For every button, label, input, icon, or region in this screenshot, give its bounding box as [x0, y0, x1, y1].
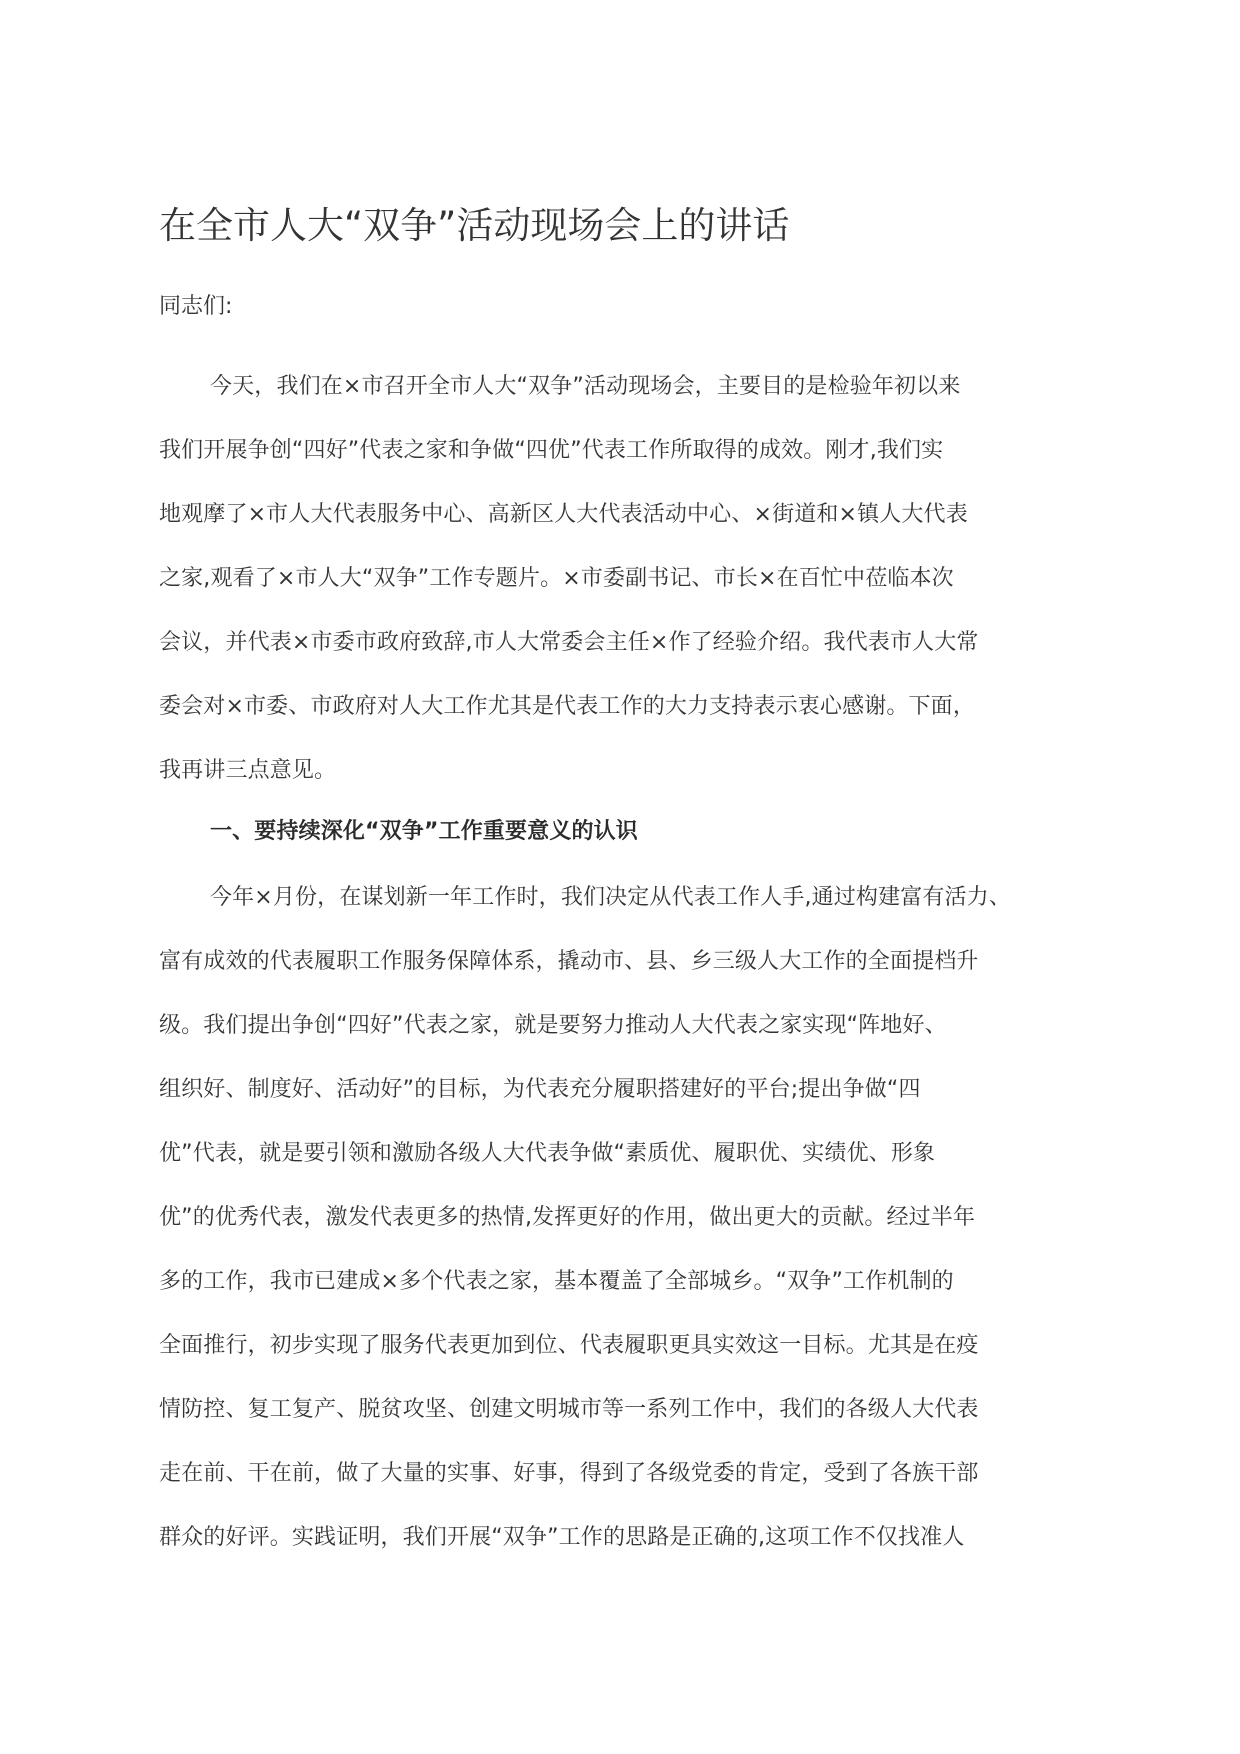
paragraph-line: 走在前、干在前，做了大量的实事、好事，得到了各级党委的肯定，受到了各族干部 [159, 1461, 979, 1486]
greeting: 同志们: [159, 294, 233, 319]
paragraph-line: 多的工作，我市已建成×多个代表之家，基本覆盖了全部城乡。“双争”工作机制的 [159, 1269, 954, 1294]
paragraph-line: 委会对×市委、市政府对人大工作尤其是代表工作的大力支持表示衷心感谢。下面， [159, 694, 975, 719]
paragraph-line: 今年×月份，在谋划新一年工作时，我们决定从代表工作人手,通过构建富有活力、 [210, 885, 1011, 910]
paragraph-line: 富有成效的代表履职工作服务保障体系，撬动市、县、乡三级人大工作的全面提档升 [159, 949, 979, 974]
paragraph-line: 全面推行，初步实现了服务代表更加到位、代表履职更具实效这一目标。尤其是在疫 [159, 1333, 979, 1358]
paragraph-line: 群众的好评。实践证明，我们开展“双争”工作的思路是正确的,这项工作不仅找准人 [159, 1525, 965, 1550]
paragraph-line: 情防控、复工复产、脱贫攻坚、创建文明城市等一系列工作中，我们的各级人大代表 [159, 1397, 979, 1422]
paragraph-line: 会议，并代表×市委市政府致辞,市人大常委会主任×作了经验介绍。我代表市人大常 [159, 630, 979, 655]
paragraph-line: 级。我们提出争创“四好”代表之家，就是要努力推动人大代表之家实现“阵地好、 [159, 1013, 947, 1038]
paragraph-line: 优”的优秀代表，激发代表更多的热情,发挥更好的作用，做出更大的贡献。经过半年 [159, 1205, 976, 1230]
paragraph-line: 组织好、制度好、活动好”的目标，为代表充分履职搭建好的平台;提出争做“四 [159, 1077, 921, 1102]
paragraph-line: 地观摩了×市人大代表服务中心、高新区人大代表活动中心、×街道和×镇人大代表 [159, 502, 968, 527]
paragraph-line: 我们开展争创“四好”代表之家和争做“四优”代表工作所取得的成效。刚才,我们实 [159, 438, 944, 463]
section-heading: 一、要持续深化“双争”工作重要意义的认识 [210, 819, 638, 844]
paragraph-line: 我再讲三点意见。 [159, 758, 337, 783]
document-title: 在全市人大“双争”活动现场会上的讲话 [159, 204, 790, 247]
paragraph-line: 优”代表，就是要引领和激励各级人大代表争做“素质优、履职优、实绩优、形象 [159, 1141, 936, 1166]
paragraph-line: 之家,观看了×市人大“双争”工作专题片。×市委副书记、市长×在百忙中莅临本次 [159, 566, 954, 591]
paragraph-line: 今天，我们在×市召开全市人大“双争”活动现场会，主要目的是检验年初以来 [210, 374, 961, 399]
